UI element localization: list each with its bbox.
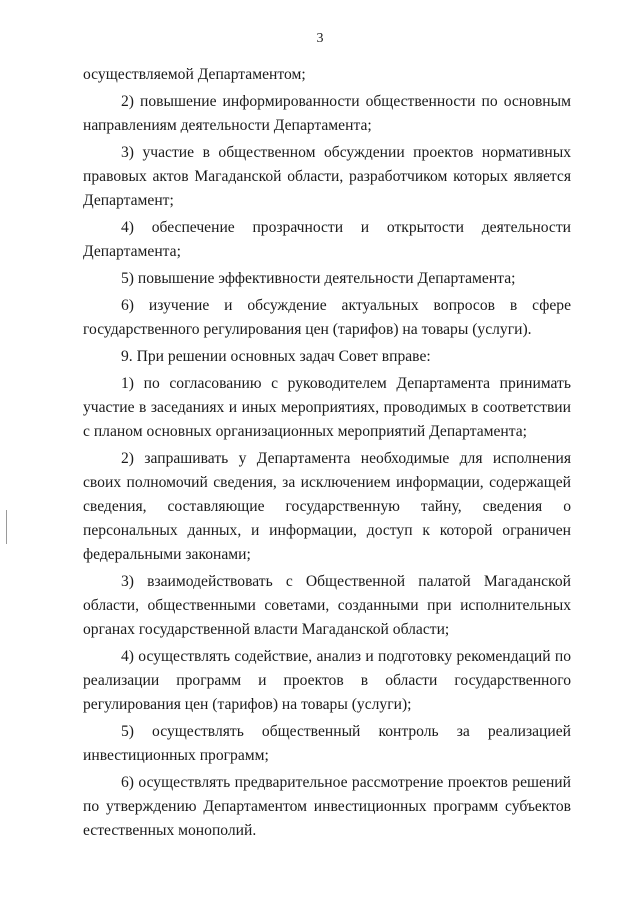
paragraph-item-5: 5) повышение эффективности деятельности Департамента; [121, 270, 516, 287]
document-body [83, 63, 571, 846]
right-item-4: 4) осуществлять содействие, анализ и подготовку рекомендаций по реализации программ и проектов в области государственного регулирования цен (тарифов) на товары (услуги); [83, 648, 571, 713]
paragraph-continuation: осуществляемой Департаментом; [83, 66, 306, 83]
paragraph-item-6: 6) изучение и обсуждение актуальных вопросов в сфере государственного регулирования цен (тарифов) на товары (услуги). [83, 297, 571, 338]
scan-margin-mark [6, 510, 7, 544]
section-9-heading: 9. При решении основных задач Совет вправе: [121, 348, 431, 365]
right-item-2: 2) запрашивать у Департамента необходимые для исполнения своих полномочий сведения, за исключением информации, содержащей сведения, составляющие государственную тайну, сведения о персональных данных, и информации, доступ к которой ограничен федеральными законами; [83, 450, 571, 563]
paragraph-item-3: 3) участие в общественном обсуждении проектов нормативных правовых актов Магаданской области, разработчиком которых является Департамент; [83, 144, 571, 209]
paragraph-item-4: 4) обеспечение прозрачности и открытости деятельности Департамента; [83, 219, 571, 260]
right-item-6: 6) осуществлять предварительное рассмотрение проектов решений по утверждению Департаментом инвестиционных программ субъектов естественных монополий. [83, 774, 571, 839]
right-item-3: 3) взаимодействовать с Общественной палатой Магаданской области, общественными советами, созданными при исполнительных органах государственной власти Магаданской области; [83, 573, 571, 638]
paragraph-item-2: 2) повышение информированности общественности по основным направлениям деятельности Департамента; [83, 93, 571, 134]
right-item-5: 5) осуществлять общественный контроль за реализацией инвестиционных программ; [83, 723, 571, 764]
right-item-1: 1) по согласованию с руководителем Департамента принимать участие в заседаниях и иных мероприятиях, проводимых в соответствии с планом основных организационных мероприятий Департамента; [83, 375, 571, 440]
page-number: 3 [316, 31, 324, 46]
